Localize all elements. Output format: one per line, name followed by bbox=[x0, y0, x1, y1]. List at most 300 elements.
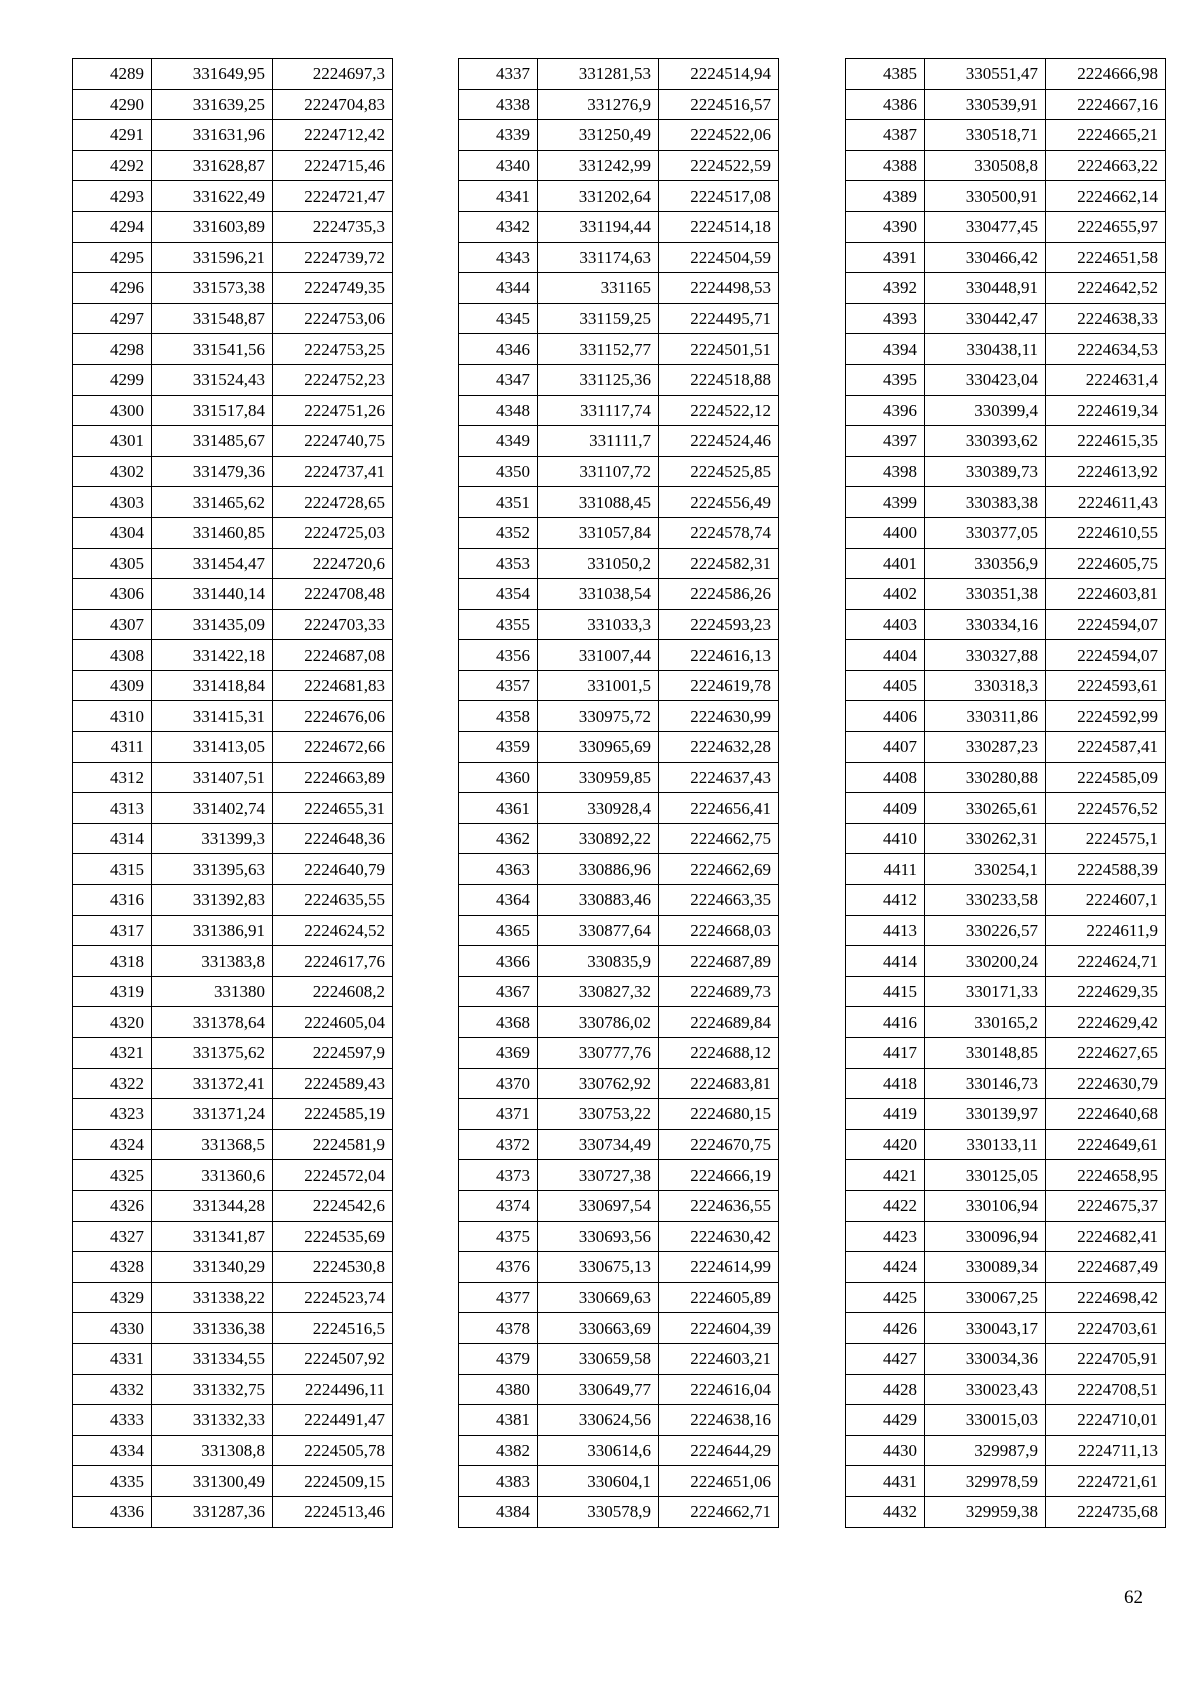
table-row bbox=[846, 548, 1166, 579]
x-coordinate-cell: 330389,73 bbox=[925, 456, 1046, 487]
table-row bbox=[73, 1129, 393, 1160]
y-coordinate-cell: 2224666,19 bbox=[659, 1160, 779, 1191]
x-coordinate-cell: 330096,94 bbox=[925, 1221, 1046, 1252]
table-row bbox=[459, 885, 779, 916]
point-number-cell: 4378 bbox=[459, 1313, 538, 1344]
y-coordinate-cell: 2224640,79 bbox=[273, 854, 393, 885]
y-coordinate-cell: 2224610,55 bbox=[1046, 517, 1166, 548]
y-coordinate-cell: 2224616,04 bbox=[659, 1374, 779, 1405]
table-row bbox=[73, 885, 393, 916]
point-number-cell: 4311 bbox=[73, 732, 152, 763]
point-number-cell: 4315 bbox=[73, 854, 152, 885]
y-coordinate-cell: 2224735,68 bbox=[1046, 1496, 1166, 1527]
y-coordinate-cell: 2224611,43 bbox=[1046, 487, 1166, 518]
x-coordinate-cell: 330604,1 bbox=[538, 1466, 659, 1497]
x-coordinate-cell: 330877,64 bbox=[538, 915, 659, 946]
y-coordinate-cell: 2224582,31 bbox=[659, 548, 779, 579]
point-number-cell: 4409 bbox=[846, 793, 925, 824]
point-number-cell: 4389 bbox=[846, 181, 925, 212]
point-number-cell: 4382 bbox=[459, 1435, 538, 1466]
y-coordinate-cell: 2224667,16 bbox=[1046, 89, 1166, 120]
table-row bbox=[846, 1466, 1166, 1497]
x-coordinate-cell: 330089,34 bbox=[925, 1252, 1046, 1283]
x-coordinate-cell: 331372,41 bbox=[152, 1068, 273, 1099]
point-number-cell: 4319 bbox=[73, 976, 152, 1007]
x-coordinate-cell: 330835,9 bbox=[538, 946, 659, 977]
point-number-cell: 4317 bbox=[73, 915, 152, 946]
y-coordinate-cell: 2224594,07 bbox=[1046, 640, 1166, 671]
point-number-cell: 4390 bbox=[846, 211, 925, 242]
point-number-cell: 4303 bbox=[73, 487, 152, 518]
point-number-cell: 4388 bbox=[846, 150, 925, 181]
table-row bbox=[459, 334, 779, 365]
y-coordinate-cell: 2224629,42 bbox=[1046, 1007, 1166, 1038]
x-coordinate-cell: 331107,72 bbox=[538, 456, 659, 487]
coordinate-table-1 bbox=[72, 58, 393, 1528]
table-row bbox=[73, 915, 393, 946]
table-row bbox=[459, 548, 779, 579]
y-coordinate-cell: 2224617,76 bbox=[273, 946, 393, 977]
y-coordinate-cell: 2224670,75 bbox=[659, 1129, 779, 1160]
point-number-cell: 4355 bbox=[459, 609, 538, 640]
y-coordinate-cell: 2224658,95 bbox=[1046, 1160, 1166, 1191]
point-number-cell: 4359 bbox=[459, 732, 538, 763]
point-number-cell: 4418 bbox=[846, 1068, 925, 1099]
x-coordinate-cell: 330254,1 bbox=[925, 854, 1046, 885]
x-coordinate-cell: 330975,72 bbox=[538, 701, 659, 732]
x-coordinate-cell: 331380 bbox=[152, 976, 273, 1007]
y-coordinate-cell: 2224607,1 bbox=[1046, 885, 1166, 916]
table-row bbox=[73, 1068, 393, 1099]
y-coordinate-cell: 2224614,99 bbox=[659, 1252, 779, 1283]
x-coordinate-cell: 330351,38 bbox=[925, 579, 1046, 610]
table-row bbox=[846, 273, 1166, 304]
y-coordinate-cell: 2224605,89 bbox=[659, 1282, 779, 1313]
table-row bbox=[459, 670, 779, 701]
y-coordinate-cell: 2224710,01 bbox=[1046, 1405, 1166, 1436]
point-number-cell: 4367 bbox=[459, 976, 538, 1007]
table-row bbox=[459, 242, 779, 273]
point-number-cell: 4306 bbox=[73, 579, 152, 610]
point-number-cell: 4393 bbox=[846, 303, 925, 334]
point-number-cell: 4339 bbox=[459, 120, 538, 151]
point-number-cell: 4362 bbox=[459, 823, 538, 854]
point-number-cell: 4296 bbox=[73, 273, 152, 304]
x-coordinate-cell: 330892,22 bbox=[538, 823, 659, 854]
table-row bbox=[73, 1282, 393, 1313]
point-number-cell: 4342 bbox=[459, 211, 538, 242]
x-coordinate-cell: 330399,4 bbox=[925, 395, 1046, 426]
point-number-cell: 4366 bbox=[459, 946, 538, 977]
x-coordinate-cell: 329978,59 bbox=[925, 1466, 1046, 1497]
x-coordinate-cell: 330466,42 bbox=[925, 242, 1046, 273]
y-coordinate-cell: 2224496,11 bbox=[273, 1374, 393, 1405]
x-coordinate-cell: 330334,16 bbox=[925, 609, 1046, 640]
table-row bbox=[459, 1282, 779, 1313]
table-row bbox=[459, 762, 779, 793]
point-number-cell: 4291 bbox=[73, 120, 152, 151]
y-coordinate-cell: 2224535,69 bbox=[273, 1221, 393, 1252]
point-number-cell: 4331 bbox=[73, 1343, 152, 1374]
table-row bbox=[459, 1435, 779, 1466]
point-number-cell: 4328 bbox=[73, 1252, 152, 1283]
x-coordinate-cell: 331308,8 bbox=[152, 1435, 273, 1466]
y-coordinate-cell: 2224522,12 bbox=[659, 395, 779, 426]
x-coordinate-cell: 329959,38 bbox=[925, 1496, 1046, 1527]
x-coordinate-cell: 331001,5 bbox=[538, 670, 659, 701]
point-number-cell: 4360 bbox=[459, 762, 538, 793]
point-number-cell: 4398 bbox=[846, 456, 925, 487]
x-coordinate-cell: 331541,56 bbox=[152, 334, 273, 365]
y-coordinate-cell: 2224615,35 bbox=[1046, 426, 1166, 457]
point-number-cell: 4420 bbox=[846, 1129, 925, 1160]
table-row bbox=[459, 854, 779, 885]
y-coordinate-cell: 2224627,65 bbox=[1046, 1038, 1166, 1069]
x-coordinate-cell: 330883,46 bbox=[538, 885, 659, 916]
x-coordinate-cell: 329987,9 bbox=[925, 1435, 1046, 1466]
x-coordinate-cell: 330148,85 bbox=[925, 1038, 1046, 1069]
x-coordinate-cell: 330578,9 bbox=[538, 1496, 659, 1527]
x-coordinate-cell: 330139,97 bbox=[925, 1099, 1046, 1130]
x-coordinate-cell: 331524,43 bbox=[152, 364, 273, 395]
x-coordinate-cell: 331383,8 bbox=[152, 946, 273, 977]
y-coordinate-cell: 2224698,42 bbox=[1046, 1282, 1166, 1313]
point-number-cell: 4384 bbox=[459, 1496, 538, 1527]
y-coordinate-cell: 2224516,57 bbox=[659, 89, 779, 120]
x-coordinate-cell: 330423,04 bbox=[925, 364, 1046, 395]
y-coordinate-cell: 2224630,79 bbox=[1046, 1068, 1166, 1099]
y-coordinate-cell: 2224517,08 bbox=[659, 181, 779, 212]
point-number-cell: 4421 bbox=[846, 1160, 925, 1191]
table-row bbox=[459, 426, 779, 457]
y-coordinate-cell: 2224648,36 bbox=[273, 823, 393, 854]
point-number-cell: 4294 bbox=[73, 211, 152, 242]
x-coordinate-cell: 330034,36 bbox=[925, 1343, 1046, 1374]
point-number-cell: 4431 bbox=[846, 1466, 925, 1497]
point-number-cell: 4350 bbox=[459, 456, 538, 487]
point-number-cell: 4364 bbox=[459, 885, 538, 916]
x-coordinate-cell: 331440,14 bbox=[152, 579, 273, 610]
x-coordinate-cell: 331332,33 bbox=[152, 1405, 273, 1436]
y-coordinate-cell: 2224637,43 bbox=[659, 762, 779, 793]
x-coordinate-cell: 330753,22 bbox=[538, 1099, 659, 1130]
y-coordinate-cell: 2224697,3 bbox=[273, 59, 393, 90]
table-row bbox=[846, 1496, 1166, 1527]
table-row bbox=[459, 487, 779, 518]
point-number-cell: 4299 bbox=[73, 364, 152, 395]
table-row bbox=[73, 762, 393, 793]
table-row bbox=[846, 976, 1166, 1007]
point-number-cell: 4429 bbox=[846, 1405, 925, 1436]
x-coordinate-cell: 331402,74 bbox=[152, 793, 273, 824]
point-number-cell: 4391 bbox=[846, 242, 925, 273]
point-number-cell: 4298 bbox=[73, 334, 152, 365]
point-number-cell: 4344 bbox=[459, 273, 538, 304]
x-coordinate-cell: 330442,47 bbox=[925, 303, 1046, 334]
point-number-cell: 4415 bbox=[846, 976, 925, 1007]
x-coordinate-cell: 331165 bbox=[538, 273, 659, 304]
table-row bbox=[846, 120, 1166, 151]
point-number-cell: 4304 bbox=[73, 517, 152, 548]
point-number-cell: 4336 bbox=[73, 1496, 152, 1527]
table-row bbox=[459, 273, 779, 304]
y-coordinate-cell: 2224687,08 bbox=[273, 640, 393, 671]
point-number-cell: 4419 bbox=[846, 1099, 925, 1130]
y-coordinate-cell: 2224629,35 bbox=[1046, 976, 1166, 1007]
point-number-cell: 4321 bbox=[73, 1038, 152, 1069]
x-coordinate-cell: 330959,85 bbox=[538, 762, 659, 793]
point-number-cell: 4337 bbox=[459, 59, 538, 90]
x-coordinate-cell: 330383,38 bbox=[925, 487, 1046, 518]
point-number-cell: 4423 bbox=[846, 1221, 925, 1252]
table-row bbox=[846, 1435, 1166, 1466]
point-number-cell: 4335 bbox=[73, 1466, 152, 1497]
x-coordinate-cell: 330200,24 bbox=[925, 946, 1046, 977]
table-row bbox=[73, 1343, 393, 1374]
point-number-cell: 4333 bbox=[73, 1405, 152, 1436]
point-number-cell: 4414 bbox=[846, 946, 925, 977]
x-coordinate-cell: 331603,89 bbox=[152, 211, 273, 242]
x-coordinate-cell: 331276,9 bbox=[538, 89, 659, 120]
table-row bbox=[73, 89, 393, 120]
x-coordinate-cell: 330377,05 bbox=[925, 517, 1046, 548]
y-coordinate-cell: 2224522,06 bbox=[659, 120, 779, 151]
x-coordinate-cell: 330663,69 bbox=[538, 1313, 659, 1344]
y-coordinate-cell: 2224663,35 bbox=[659, 885, 779, 916]
table-row bbox=[846, 59, 1166, 90]
table-row bbox=[846, 1374, 1166, 1405]
table-row bbox=[73, 1038, 393, 1069]
table-row bbox=[73, 701, 393, 732]
table-row bbox=[73, 426, 393, 457]
y-coordinate-cell: 2224604,39 bbox=[659, 1313, 779, 1344]
x-coordinate-cell: 330693,56 bbox=[538, 1221, 659, 1252]
y-coordinate-cell: 2224501,51 bbox=[659, 334, 779, 365]
table-row bbox=[73, 1374, 393, 1405]
table-row bbox=[73, 1466, 393, 1497]
y-coordinate-cell: 2224651,58 bbox=[1046, 242, 1166, 273]
x-coordinate-cell: 330233,58 bbox=[925, 885, 1046, 916]
y-coordinate-cell: 2224581,9 bbox=[273, 1129, 393, 1160]
table-row bbox=[73, 1160, 393, 1191]
y-coordinate-cell: 2224651,06 bbox=[659, 1466, 779, 1497]
table-row bbox=[846, 701, 1166, 732]
point-number-cell: 4380 bbox=[459, 1374, 538, 1405]
x-coordinate-cell: 331336,38 bbox=[152, 1313, 273, 1344]
y-coordinate-cell: 2224721,47 bbox=[273, 181, 393, 212]
x-coordinate-cell: 330786,02 bbox=[538, 1007, 659, 1038]
x-coordinate-cell: 331548,87 bbox=[152, 303, 273, 334]
point-number-cell: 4352 bbox=[459, 517, 538, 548]
table-row bbox=[73, 211, 393, 242]
point-number-cell: 4427 bbox=[846, 1343, 925, 1374]
y-coordinate-cell: 2224656,41 bbox=[659, 793, 779, 824]
point-number-cell: 4412 bbox=[846, 885, 925, 916]
x-coordinate-cell: 330015,03 bbox=[925, 1405, 1046, 1436]
y-coordinate-cell: 2224739,72 bbox=[273, 242, 393, 273]
y-coordinate-cell: 2224735,3 bbox=[273, 211, 393, 242]
point-number-cell: 4370 bbox=[459, 1068, 538, 1099]
point-number-cell: 4385 bbox=[846, 59, 925, 90]
point-number-cell: 4375 bbox=[459, 1221, 538, 1252]
table-row bbox=[73, 303, 393, 334]
y-coordinate-cell: 2224605,04 bbox=[273, 1007, 393, 1038]
y-coordinate-cell: 2224711,13 bbox=[1046, 1435, 1166, 1466]
table-row bbox=[846, 1129, 1166, 1160]
x-coordinate-cell: 330106,94 bbox=[925, 1190, 1046, 1221]
y-coordinate-cell: 2224504,59 bbox=[659, 242, 779, 273]
x-coordinate-cell: 331435,09 bbox=[152, 609, 273, 640]
point-number-cell: 4417 bbox=[846, 1038, 925, 1069]
x-coordinate-cell: 330133,11 bbox=[925, 1129, 1046, 1160]
point-number-cell: 4329 bbox=[73, 1282, 152, 1313]
table-row bbox=[846, 1038, 1166, 1069]
point-number-cell: 4394 bbox=[846, 334, 925, 365]
x-coordinate-cell: 331194,44 bbox=[538, 211, 659, 242]
y-coordinate-cell: 2224588,39 bbox=[1046, 854, 1166, 885]
table-row bbox=[73, 732, 393, 763]
point-number-cell: 4400 bbox=[846, 517, 925, 548]
table-row bbox=[846, 762, 1166, 793]
x-coordinate-cell: 330697,54 bbox=[538, 1190, 659, 1221]
table-row bbox=[459, 181, 779, 212]
y-coordinate-cell: 2224675,37 bbox=[1046, 1190, 1166, 1221]
table-row bbox=[846, 854, 1166, 885]
x-coordinate-cell: 331479,36 bbox=[152, 456, 273, 487]
y-coordinate-cell: 2224634,53 bbox=[1046, 334, 1166, 365]
point-number-cell: 4381 bbox=[459, 1405, 538, 1436]
y-coordinate-cell: 2224688,12 bbox=[659, 1038, 779, 1069]
point-number-cell: 4302 bbox=[73, 456, 152, 487]
point-number-cell: 4313 bbox=[73, 793, 152, 824]
x-coordinate-cell: 331344,28 bbox=[152, 1190, 273, 1221]
x-coordinate-cell: 330043,17 bbox=[925, 1313, 1046, 1344]
x-coordinate-cell: 331460,85 bbox=[152, 517, 273, 548]
table-row bbox=[73, 670, 393, 701]
point-number-cell: 4300 bbox=[73, 395, 152, 426]
coordinate-table-2 bbox=[458, 58, 779, 1528]
table-row bbox=[459, 1007, 779, 1038]
point-number-cell: 4357 bbox=[459, 670, 538, 701]
table-row bbox=[459, 976, 779, 1007]
x-coordinate-cell: 330393,62 bbox=[925, 426, 1046, 457]
point-number-cell: 4372 bbox=[459, 1129, 538, 1160]
point-number-cell: 4290 bbox=[73, 89, 152, 120]
table-row bbox=[459, 609, 779, 640]
y-coordinate-cell: 2224597,9 bbox=[273, 1038, 393, 1069]
y-coordinate-cell: 2224681,83 bbox=[273, 670, 393, 701]
x-coordinate-cell: 330508,8 bbox=[925, 150, 1046, 181]
point-number-cell: 4410 bbox=[846, 823, 925, 854]
table-row bbox=[846, 150, 1166, 181]
y-coordinate-cell: 2224676,06 bbox=[273, 701, 393, 732]
table-row bbox=[846, 823, 1166, 854]
table-row bbox=[846, 885, 1166, 916]
point-number-cell: 4392 bbox=[846, 273, 925, 304]
y-coordinate-cell: 2224642,52 bbox=[1046, 273, 1166, 304]
table-row bbox=[73, 517, 393, 548]
y-coordinate-cell: 2224725,03 bbox=[273, 517, 393, 548]
x-coordinate-cell: 331596,21 bbox=[152, 242, 273, 273]
x-coordinate-cell: 330500,91 bbox=[925, 181, 1046, 212]
y-coordinate-cell: 2224542,6 bbox=[273, 1190, 393, 1221]
table-row bbox=[846, 579, 1166, 610]
point-number-cell: 4338 bbox=[459, 89, 538, 120]
y-coordinate-cell: 2224636,55 bbox=[659, 1190, 779, 1221]
y-coordinate-cell: 2224703,33 bbox=[273, 609, 393, 640]
point-number-cell: 4369 bbox=[459, 1038, 538, 1069]
y-coordinate-cell: 2224578,74 bbox=[659, 517, 779, 548]
x-coordinate-cell: 331465,62 bbox=[152, 487, 273, 518]
y-coordinate-cell: 2224619,78 bbox=[659, 670, 779, 701]
y-coordinate-cell: 2224608,2 bbox=[273, 976, 393, 1007]
table-row bbox=[73, 364, 393, 395]
x-coordinate-cell: 331386,91 bbox=[152, 915, 273, 946]
point-number-cell: 4305 bbox=[73, 548, 152, 579]
x-coordinate-cell: 331341,87 bbox=[152, 1221, 273, 1252]
point-number-cell: 4351 bbox=[459, 487, 538, 518]
point-number-cell: 4348 bbox=[459, 395, 538, 426]
y-coordinate-cell: 2224703,61 bbox=[1046, 1313, 1166, 1344]
x-coordinate-cell: 331088,45 bbox=[538, 487, 659, 518]
x-coordinate-cell: 331332,75 bbox=[152, 1374, 273, 1405]
point-number-cell: 4320 bbox=[73, 1007, 152, 1038]
y-coordinate-cell: 2224491,47 bbox=[273, 1405, 393, 1436]
x-coordinate-cell: 331287,36 bbox=[152, 1496, 273, 1527]
y-coordinate-cell: 2224638,16 bbox=[659, 1405, 779, 1436]
y-coordinate-cell: 2224749,35 bbox=[273, 273, 393, 304]
y-coordinate-cell: 2224522,59 bbox=[659, 150, 779, 181]
table-row bbox=[73, 976, 393, 1007]
x-coordinate-cell: 330727,38 bbox=[538, 1160, 659, 1191]
y-coordinate-cell: 2224662,69 bbox=[659, 854, 779, 885]
y-coordinate-cell: 2224613,92 bbox=[1046, 456, 1166, 487]
point-number-cell: 4411 bbox=[846, 854, 925, 885]
y-coordinate-cell: 2224705,91 bbox=[1046, 1343, 1166, 1374]
point-number-cell: 4295 bbox=[73, 242, 152, 273]
y-coordinate-cell: 2224603,21 bbox=[659, 1343, 779, 1374]
table-row bbox=[459, 1221, 779, 1252]
table-row bbox=[846, 1221, 1166, 1252]
y-coordinate-cell: 2224753,25 bbox=[273, 334, 393, 365]
table-row bbox=[73, 793, 393, 824]
table-row bbox=[73, 1007, 393, 1038]
y-coordinate-cell: 2224662,14 bbox=[1046, 181, 1166, 212]
table-row bbox=[73, 59, 393, 90]
table-row bbox=[459, 823, 779, 854]
y-coordinate-cell: 2224611,9 bbox=[1046, 915, 1166, 946]
y-coordinate-cell: 2224751,26 bbox=[273, 395, 393, 426]
table-row bbox=[73, 1496, 393, 1527]
x-coordinate-cell: 331407,51 bbox=[152, 762, 273, 793]
table-row bbox=[73, 1252, 393, 1283]
point-number-cell: 4346 bbox=[459, 334, 538, 365]
y-coordinate-cell: 2224689,84 bbox=[659, 1007, 779, 1038]
table-row bbox=[73, 242, 393, 273]
table-row bbox=[459, 456, 779, 487]
point-number-cell: 4408 bbox=[846, 762, 925, 793]
y-coordinate-cell: 2224530,8 bbox=[273, 1252, 393, 1283]
x-coordinate-cell: 330448,91 bbox=[925, 273, 1046, 304]
table-row bbox=[459, 793, 779, 824]
point-number-cell: 4349 bbox=[459, 426, 538, 457]
point-number-cell: 4323 bbox=[73, 1099, 152, 1130]
table-row bbox=[73, 150, 393, 181]
point-number-cell: 4428 bbox=[846, 1374, 925, 1405]
table-row bbox=[73, 823, 393, 854]
point-number-cell: 4332 bbox=[73, 1374, 152, 1405]
x-coordinate-cell: 331300,49 bbox=[152, 1466, 273, 1497]
